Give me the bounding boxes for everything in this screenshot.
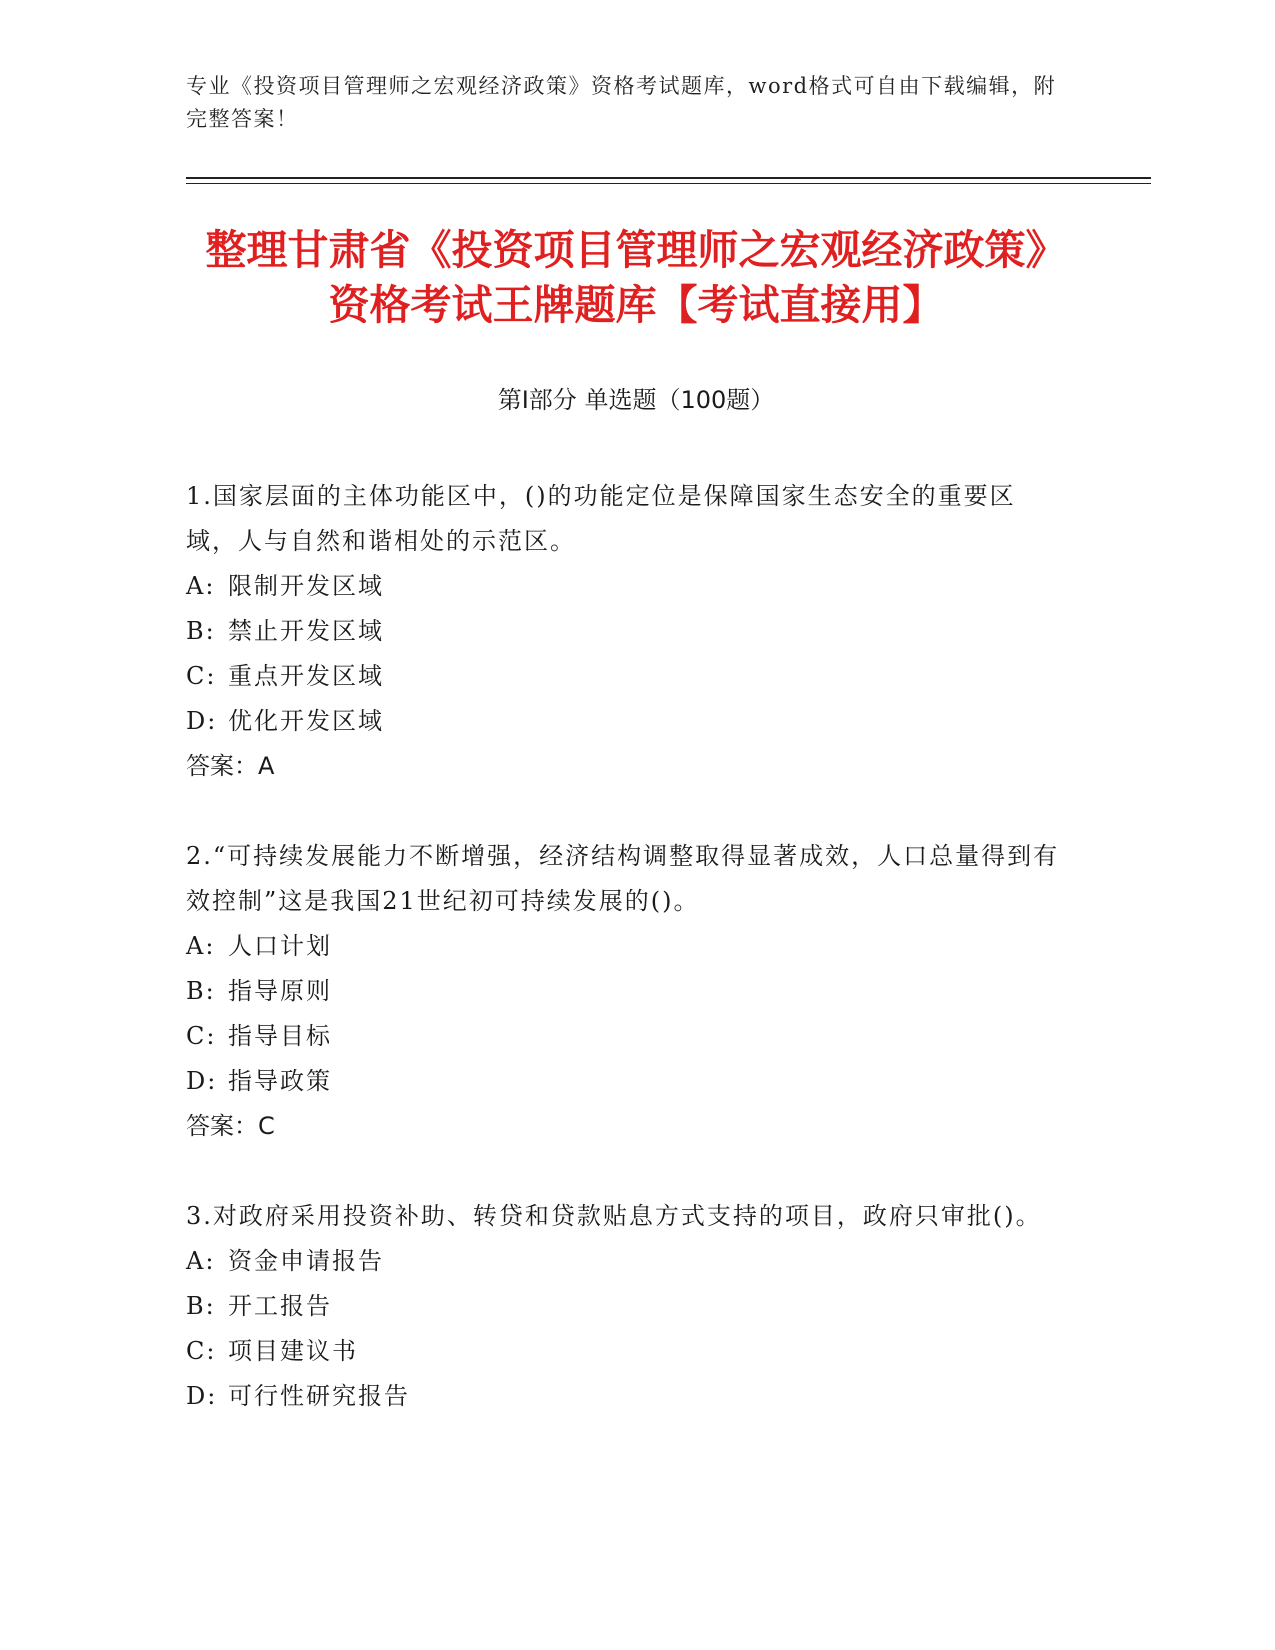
option-a: [186, 564, 1066, 609]
question-2: [186, 834, 1066, 1149]
option-c: [186, 1014, 1066, 1059]
option-letter: B:: [186, 977, 216, 1005]
question-stem: 2.“可持续发展能力不断增强，经济结构调整取得显著成效，人口总量得到有效控制”这是我国21世纪初可持续发展的()。: [186, 842, 1060, 915]
option-text: 指导目标: [228, 1022, 332, 1050]
option-letter: D:: [186, 707, 218, 735]
option-d: [186, 1059, 1066, 1104]
option-a: [186, 924, 1066, 969]
option-d: [186, 699, 1066, 744]
answer-line: 答案：C: [186, 1112, 275, 1140]
option-d: [186, 1374, 1066, 1419]
option-text: 可行性研究报告: [228, 1382, 410, 1410]
answer-line: 答案：A: [186, 752, 275, 780]
option-letter: C:: [186, 1022, 217, 1050]
option-b: [186, 1284, 1066, 1329]
header-divider-thick: [186, 177, 1151, 179]
option-text: 资金申请报告: [228, 1247, 384, 1275]
option-letter: B:: [186, 617, 216, 645]
option-letter: A:: [186, 932, 216, 960]
header-note: 专业《投资项目管理师之宏观经济政策》资格考试题库，word格式可自由下载编辑，附完整答案！: [186, 74, 1057, 131]
option-text: 指导原则: [228, 977, 332, 1005]
option-b: [186, 969, 1066, 1014]
option-text: 项目建议书: [228, 1337, 358, 1365]
option-text: 开工报告: [228, 1292, 332, 1320]
option-text: 限制开发区域: [228, 572, 384, 600]
option-letter: A:: [186, 1247, 216, 1275]
question-list: [186, 474, 1066, 1464]
option-text: 重点开发区域: [228, 662, 384, 690]
header-divider-thin: [186, 183, 1151, 184]
option-letter: B:: [186, 1292, 216, 1320]
option-c: [186, 654, 1066, 699]
section-heading: 第I部分 单选题（100题）: [497, 386, 775, 414]
option-letter: D:: [186, 1382, 218, 1410]
question-1: [186, 474, 1066, 789]
option-letter: C:: [186, 662, 217, 690]
question-stem: 3.对政府采用投资补助、转贷和贷款贴息方式支持的项目，政府只审批()。: [186, 1202, 1042, 1230]
option-text: 指导政策: [228, 1067, 332, 1095]
document-title: 整理甘肃省《投资项目管理师之宏观经济政策》资格考试王牌题库【考试直接用】: [205, 226, 1067, 329]
question-3: [186, 1194, 1066, 1419]
option-letter: A:: [186, 572, 216, 600]
option-text: 人口计划: [228, 932, 332, 960]
option-a: [186, 1239, 1066, 1284]
question-stem: 1.国家层面的主体功能区中，()的功能定位是保障国家生态安全的重要区域，人与自然和谐相处的示范区。: [186, 482, 1016, 555]
option-letter: C:: [186, 1337, 217, 1365]
option-text: 禁止开发区域: [228, 617, 384, 645]
option-letter: D:: [186, 1067, 218, 1095]
option-text: 优化开发区域: [228, 707, 384, 735]
option-b: [186, 609, 1066, 654]
option-c: [186, 1329, 1066, 1374]
